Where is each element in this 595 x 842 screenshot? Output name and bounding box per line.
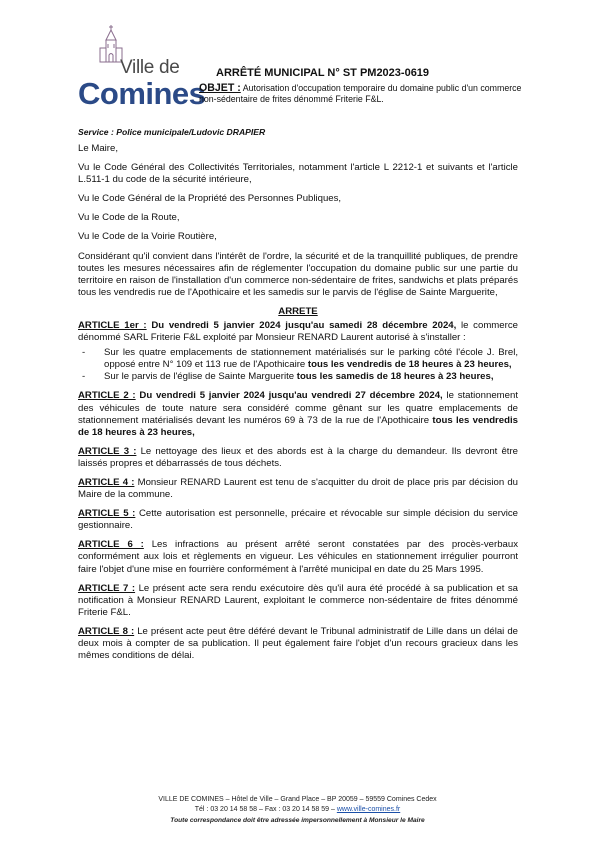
- service-line: Service : Police municipale/Ludovic DRAPIER: [78, 127, 266, 137]
- article-2-dates: Du vendredi 5 janvier 2024 jusqu'au vendredi 27 décembre 2024,: [139, 390, 443, 402]
- website-link[interactable]: www.ville-comines.fr: [336, 806, 401, 814]
- preamble-maire: Le Maire,: [78, 143, 118, 154]
- article-7-label: ARTICLE 7 :: [78, 582, 136, 594]
- article-1-text: le commerce dénommé SARL Friterie F&L exploité par Monsieur RENARD Laurent autorisé à s'installer :: [78, 319, 518, 344]
- objet-label: OBJET :: [199, 82, 241, 94]
- article-3-label: ARTICLE 3 :: [78, 445, 137, 457]
- preamble-vu-cgct: Vu le Code Général des Collectivités Territoriales, notamment l'article L 2212-1 et suivants et l'article L.511-1 du code de la sécurité intérieure,: [78, 162, 518, 186]
- city-logo: [78, 24, 206, 111]
- preamble-vu-code-route: Vu le Code de la Route,: [78, 212, 180, 224]
- article-6: [78, 539, 518, 575]
- article-1: [78, 320, 518, 344]
- article-1-bullet-1-hours: tous les vendredis de 18 heures à 23 heures,: [307, 359, 512, 371]
- preamble-vu-cg3p: Vu le Code Général de la Propriété des Personnes Publiques,: [78, 193, 342, 205]
- arrete-heading: ARRETE: [278, 305, 318, 317]
- article-3-text: Le nettoyage des lieux et des abords est à la charge du demandeur. Ils devront être laissés propres et débarrassés de tous déchets.: [78, 445, 519, 469]
- footer-phone-fax: Tél : 03 20 14 58 58 – Fax : 03 20 14 58 59 –: [194, 806, 335, 814]
- logo-comines-text: Comines: [78, 76, 206, 111]
- article-1-bullet-2-text: Sur le parvis de l'église de Sainte Marguerite: [104, 371, 295, 383]
- page-footer: [60, 795, 535, 826]
- article-5: [78, 508, 518, 532]
- list-item: [78, 371, 518, 383]
- article-1-dates: Du vendredi 5 janvier 2024 jusqu'au samedi 28 décembre 2024,: [151, 319, 457, 331]
- preamble-considerant: Considérant qu'il convient dans l'intérêt de l'ordre, la sécurité et de la tranquillité publiques, de prendre toutes les mesures nécessaires afin de réglementer l'occupation du domaine public sur une partie du territoire en raison de l'installation d'un commerce non-sédentaire de frites, sandwichs et plats préparés tous les vendredis rue de l'Apothicaire et les samedis sur le parvis de l'église de Sainte Marguerite,: [78, 250, 518, 298]
- article-2-label: ARTICLE 2 :: [78, 390, 136, 402]
- bullet-dash: -: [82, 371, 86, 383]
- article-8-text: Le présent acte peut être déféré devant le Tribunal administratif de Lille dans un délai de deux mois à compter de sa publication. Il peut également faire l'objet d'un recours gracieux dans les mêmes conditions de délai.: [78, 625, 519, 662]
- article-4: [78, 477, 518, 501]
- article-7: [78, 583, 518, 619]
- article-1-label: ARTICLE 1er :: [78, 319, 147, 331]
- objet-text: Autorisation d'occupation temporaire du domaine public d'un commerce non-sédentaire de frites dénommé Friterie F&L.: [199, 83, 522, 105]
- preamble-vu-voirie: Vu le Code de la Voirie Routière,: [78, 231, 217, 243]
- objet-block: [199, 83, 539, 106]
- article-8-label: ARTICLE 8 :: [78, 625, 135, 637]
- article-6-text: Les infractions au présent arrêté seront constatées par des procès-verbaux conformément aux lois et règlements en vigueur. Les véhicules en stationnement irrégulier pourront faire l'objet d'une mise en fourrière conformément à l'arrêté municipal en date du 25 Mars 1995.: [78, 539, 518, 575]
- footer-address: VILLE DE COMINES – Hôtel de Ville – Grand Place – BP 20059 – 59559 Comines Cedex: [158, 796, 437, 803]
- footer-correspondence-note: Toute correspondance doit être adressée impersonnellement à Monsieur le Maire: [170, 816, 425, 824]
- footer-contact: [60, 805, 535, 815]
- article-8: [78, 626, 518, 662]
- article-2-text: le stationnement des véhicules de toute nature sera considéré comme gênant sur les quatre emplacements de stationnement matérialisés devant les numéros 69 à 73 de la rue de l'Apothicaire: [78, 390, 518, 426]
- list-item: [78, 347, 518, 371]
- article-4-label: ARTICLE 4 :: [78, 476, 135, 488]
- logo-ville-text: Ville de: [120, 57, 180, 78]
- article-1-bullet-1-text: Sur les quatre emplacements de stationnement matérialisés sur le parking côté l'école J. Brel, opposé entre N° 109 et 113 rue de l'Apothicaire: [104, 347, 518, 371]
- article-5-text: Cette autorisation est personnelle, précaire et révocable sur simple décision du service gestionnaire.: [78, 508, 519, 532]
- article-3: [78, 446, 518, 470]
- article-5-label: ARTICLE 5 :: [78, 508, 136, 520]
- article-6-label: ARTICLE 6 :: [78, 539, 144, 551]
- article-2: [78, 390, 518, 438]
- article-7-text: Le présent acte sera rendu exécutoire dès qu'il aura été procédé à sa publication et sa notification à Monsieur RENARD Laurent, exploitant le commerce non-sédentaire de frites dénommé Friterie F&L.: [78, 582, 518, 618]
- article-2-hours: tous les vendredis de 18 heures à 23 heures,: [78, 414, 518, 438]
- article-1-list: [78, 347, 518, 383]
- article-1-bullet-2-hours: tous les samedis de 18 heures à 23 heures,: [296, 371, 494, 383]
- document-body: [78, 143, 518, 669]
- bullet-dash: -: [82, 347, 86, 359]
- article-4-text: Monsieur RENARD Laurent est tenu de s'acquitter du droit de place pris par décision du Maire de la commune.: [78, 476, 519, 501]
- document-title: ARRÊTÉ MUNICIPAL N° ST PM2023-0619: [216, 67, 430, 79]
